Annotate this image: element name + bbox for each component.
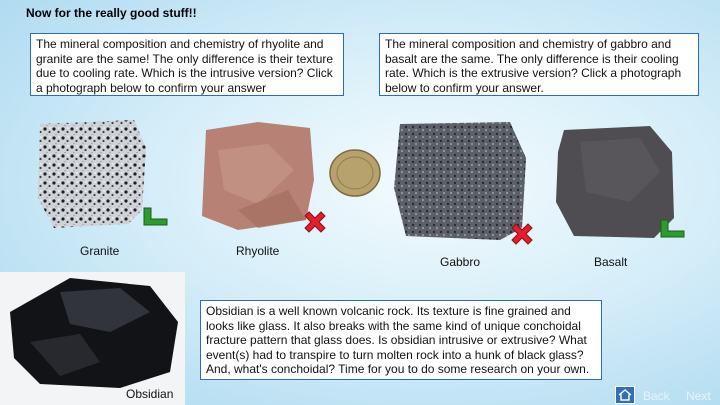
red-x-icon xyxy=(301,208,329,236)
slide-title: Now for the really good stuff!! xyxy=(26,6,197,20)
granite-photo[interactable] xyxy=(34,118,152,230)
gabbro-basalt-question: The mineral composition and chemistry of gabbro and basalt are the same. The only difference is their cooling rate. Which is the extrusive version? Click a photograph below to confirm your answer. xyxy=(379,33,699,96)
obsidian-photo xyxy=(0,272,185,405)
rhyolite-granite-question: The mineral composition and chemistry of rhyolite and granite are the same! The only difference is their texture due to cooling rate. Which is the intrusive version? Click a photograph below to confirm your answer xyxy=(30,33,344,96)
coin-photo xyxy=(328,148,382,198)
gabbro-label: Gabbro xyxy=(440,255,481,269)
home-icon[interactable] xyxy=(615,386,635,404)
basalt-label: Basalt xyxy=(594,255,628,269)
obsidian-label: Obsidian xyxy=(126,387,174,401)
obsidian-description: Obsidian is a well known volcanic rock. Its texture is fine grained and looks like glass. It also breaks with the same kind of unique conchoidal fracture pattern that glass does. Is obsidian intrusive or extrusive? What event(s) had to transpire to turn molten rock into a hunk of black glass? And, what's conchoidal? Time for you to do some research on your own. xyxy=(200,300,602,380)
green-checkmark-icon xyxy=(141,206,169,228)
rhyolite-photo[interactable] xyxy=(198,120,318,232)
granite-label: Granite xyxy=(80,244,120,258)
rhyolite-label: Rhyolite xyxy=(236,244,280,258)
green-checkmark-icon xyxy=(658,218,686,240)
back-button[interactable]: Back xyxy=(643,389,670,403)
red-x-icon xyxy=(508,220,536,248)
next-button[interactable]: Next xyxy=(686,389,711,403)
